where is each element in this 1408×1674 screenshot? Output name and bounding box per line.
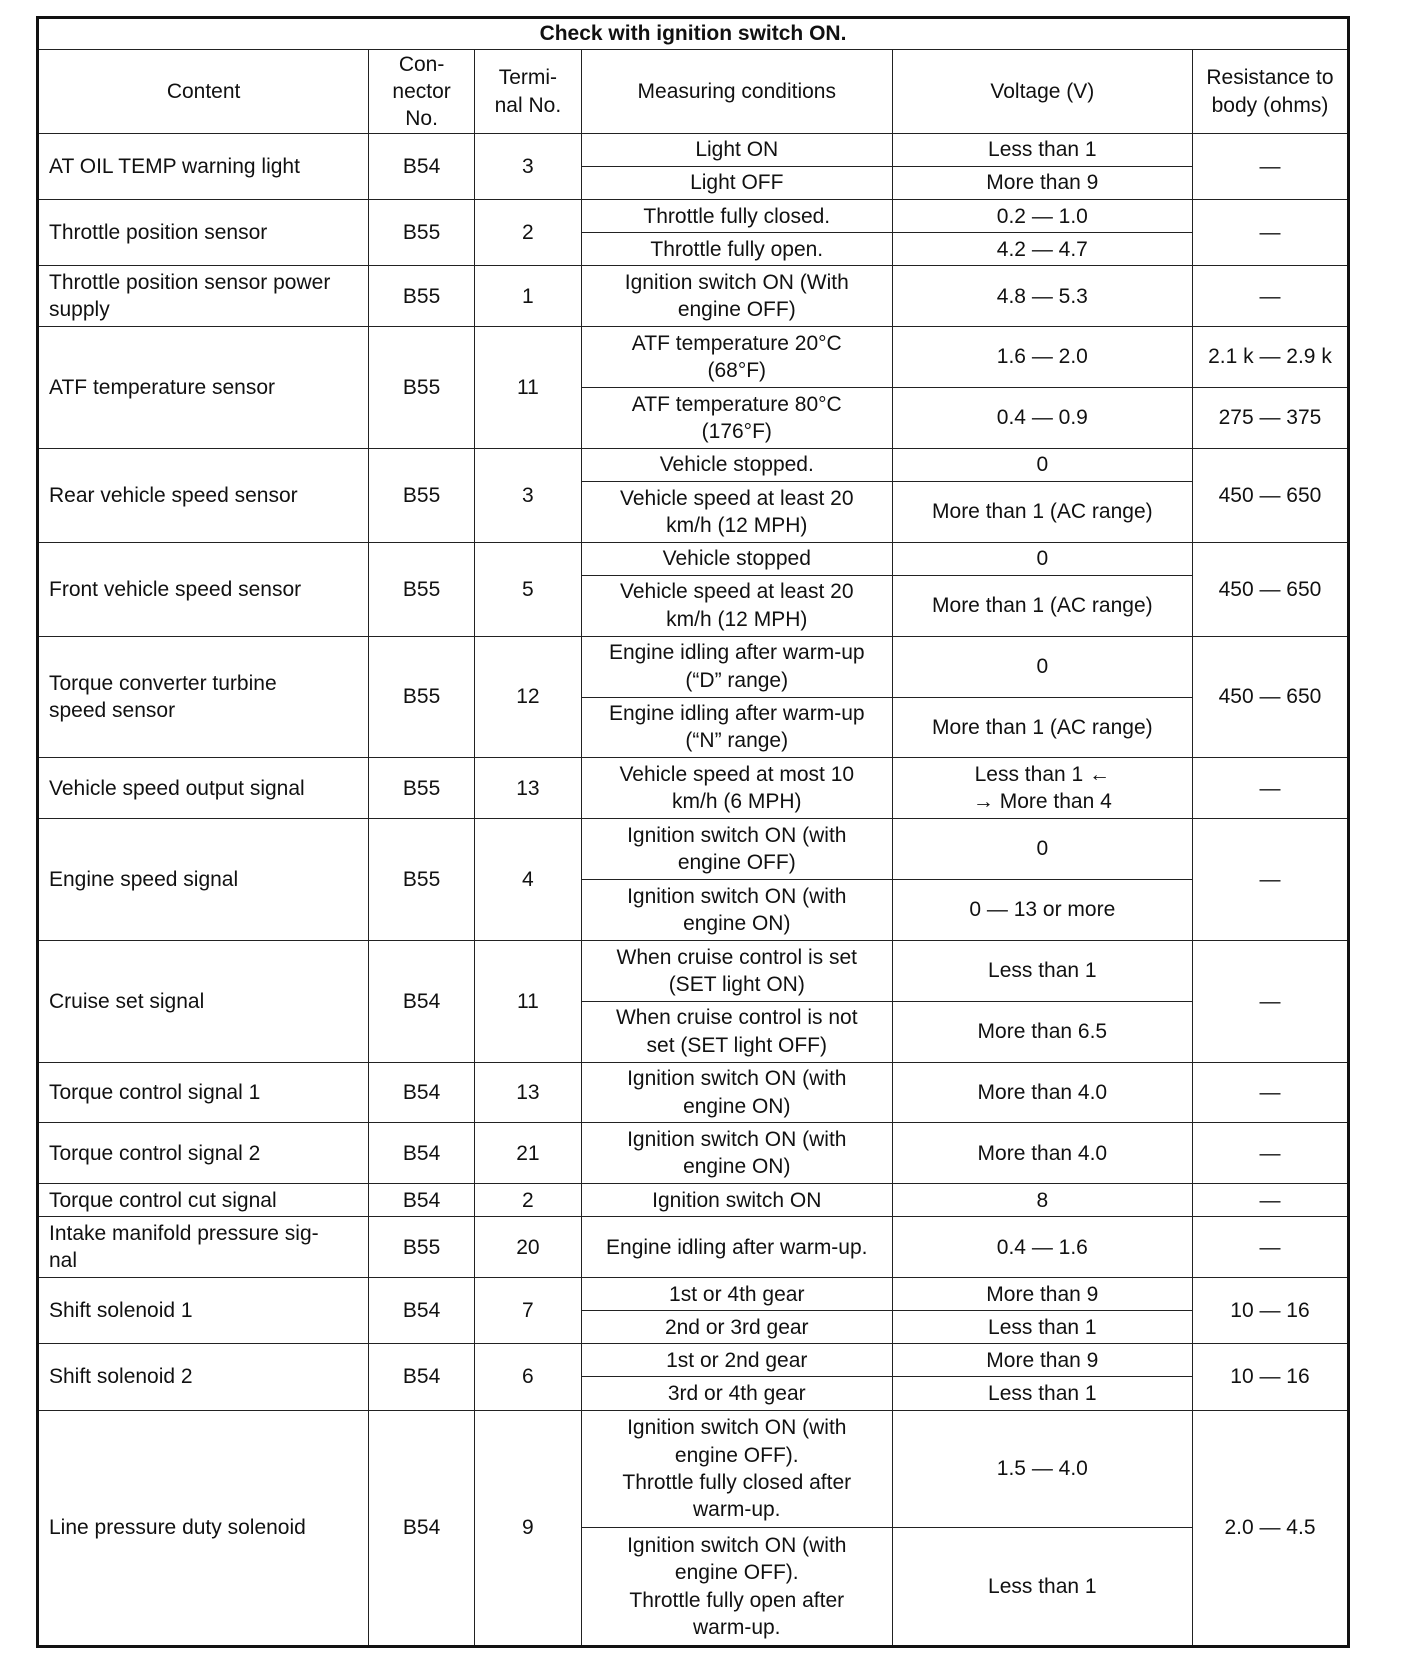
header-resistance: Resistance to body (ohms) [1192, 50, 1348, 134]
condition-cell: 1st or 2nd gear [581, 1344, 892, 1377]
condition-cell: Throttle fully open. [581, 233, 892, 266]
resistance-cell: 10 — 16 [1192, 1278, 1348, 1344]
resistance-cell: 2.0 — 4.5 [1192, 1410, 1348, 1646]
condition-cell: Ignition switch ON [581, 1184, 892, 1217]
condition-cell: Ignition switch ON (with engine ON) [581, 1062, 892, 1123]
table-row [38, 940, 1349, 1001]
terminal-cell: 3 [474, 448, 581, 542]
voltage-cell: 4.8 — 5.3 [892, 266, 1192, 327]
condition-cell: Ignition switch ON (with engine OFF). Throttle fully open after warm-up. [581, 1528, 892, 1647]
table-row [38, 1184, 1349, 1217]
resistance-cell: 10 — 16 [1192, 1344, 1348, 1410]
condition-cell: Vehicle speed at most 10 km/h (6 MPH) [581, 758, 892, 819]
content-cell: Engine speed signal [38, 819, 369, 941]
resistance-cell: — [1192, 758, 1348, 819]
voltage-cell: Less than 1 [892, 940, 1192, 1001]
condition-cell: Ignition switch ON (With engine OFF) [581, 266, 892, 327]
voltage-cell: 0 [892, 542, 1192, 575]
terminal-cell: 7 [474, 1278, 581, 1344]
table-row [38, 1278, 1349, 1311]
voltage-cell: 1.6 — 2.0 [892, 327, 1192, 388]
voltage-cell: Less than 1 [892, 1377, 1192, 1410]
terminal-cell: 9 [474, 1410, 581, 1646]
resistance-cell: 275 — 375 [1192, 388, 1348, 449]
resistance-cell: — [1192, 819, 1348, 941]
table-row [38, 134, 1349, 167]
content-cell: Front vehicle speed sensor [38, 542, 369, 636]
terminal-cell: 4 [474, 819, 581, 941]
header-measuring-conditions: Measuring conditions [581, 50, 892, 134]
voltage-cell: More than 1 (AC range) [892, 575, 1192, 636]
content-cell: ATF temperature sensor [38, 327, 369, 449]
diagnostic-sheet [36, 16, 1350, 1648]
condition-cell: 1st or 4th gear [581, 1278, 892, 1311]
voltage-cell: More than 4.0 [892, 1062, 1192, 1123]
resistance-cell: — [1192, 1123, 1348, 1184]
condition-cell: Vehicle stopped. [581, 448, 892, 481]
condition-cell: When cruise control is not set (SET light OFF) [581, 1001, 892, 1062]
content-cell: Shift solenoid 2 [38, 1344, 369, 1410]
condition-cell: Throttle fully closed. [581, 200, 892, 233]
connector-cell: B55 [369, 200, 475, 266]
voltage-cell: 0 [892, 636, 1192, 697]
condition-cell: Vehicle stopped [581, 542, 892, 575]
terminal-cell: 20 [474, 1217, 581, 1278]
resistance-cell: — [1192, 940, 1348, 1062]
table-row [38, 636, 1349, 697]
connector-cell: B54 [369, 940, 475, 1062]
table-row [38, 542, 1349, 575]
condition-cell: Light ON [581, 134, 892, 167]
resistance-cell: — [1192, 1062, 1348, 1123]
connector-cell: B55 [369, 542, 475, 636]
voltage-cell: More than 9 [892, 1344, 1192, 1377]
connector-cell: B55 [369, 819, 475, 941]
table-row [38, 1123, 1349, 1184]
content-cell: Torque control signal 2 [38, 1123, 369, 1184]
ignition-check-table [36, 16, 1350, 1648]
voltage-cell: More than 1 (AC range) [892, 697, 1192, 758]
terminal-cell: 1 [474, 266, 581, 327]
terminal-cell: 11 [474, 940, 581, 1062]
voltage-cell: 0 [892, 819, 1192, 880]
terminal-cell: 12 [474, 636, 581, 758]
connector-cell: B54 [369, 1344, 475, 1410]
voltage-cell: 0.2 — 1.0 [892, 200, 1192, 233]
condition-cell: Ignition switch ON (with engine ON) [581, 1123, 892, 1184]
content-cell: Line pressure duty solenoid [38, 1410, 369, 1646]
content-cell: Cruise set signal [38, 940, 369, 1062]
connector-cell: B55 [369, 327, 475, 449]
voltage-cell: Less than 1 [892, 134, 1192, 167]
content-cell: Intake manifold pressure sig- nal [38, 1217, 369, 1278]
voltage-cell: 0 — 13 or more [892, 880, 1192, 941]
terminal-cell: 13 [474, 758, 581, 819]
terminal-cell: 3 [474, 134, 581, 200]
condition-cell: When cruise control is set (SET light ON) [581, 940, 892, 1001]
resistance-cell: — [1192, 200, 1348, 266]
condition-cell: Light OFF [581, 167, 892, 200]
connector-cell: B55 [369, 1217, 475, 1278]
connector-cell: B54 [369, 134, 475, 200]
terminal-cell: 6 [474, 1344, 581, 1410]
terminal-cell: 2 [474, 200, 581, 266]
header-terminal: Termi- nal No. [474, 50, 581, 134]
connector-cell: B55 [369, 636, 475, 758]
voltage-cell: 8 [892, 1184, 1192, 1217]
table-row [38, 266, 1349, 327]
voltage-cell: 0.4 — 1.6 [892, 1217, 1192, 1278]
connector-cell: B54 [369, 1278, 475, 1344]
resistance-cell: 2.1 k — 2.9 k [1192, 327, 1348, 388]
condition-cell: Engine idling after warm-up. [581, 1217, 892, 1278]
terminal-cell: 11 [474, 327, 581, 449]
resistance-cell: — [1192, 266, 1348, 327]
table-title: Check with ignition switch ON. [38, 18, 1349, 50]
table-row [38, 448, 1349, 481]
resistance-cell: — [1192, 134, 1348, 200]
voltage-cell: More than 6.5 [892, 1001, 1192, 1062]
condition-cell: 3rd or 4th gear [581, 1377, 892, 1410]
condition-cell: Vehicle speed at least 20 km/h (12 MPH) [581, 575, 892, 636]
table-row [38, 758, 1349, 819]
content-cell: AT OIL TEMP warning light [38, 134, 369, 200]
connector-cell: B54 [369, 1062, 475, 1123]
table-row [38, 1217, 1349, 1278]
resistance-cell: — [1192, 1217, 1348, 1278]
header-content: Content [38, 50, 369, 134]
table-row [38, 200, 1349, 233]
table-row [38, 327, 1349, 388]
voltage-cell: 0.4 — 0.9 [892, 388, 1192, 449]
content-cell: Throttle position sensor [38, 200, 369, 266]
header-voltage: Voltage (V) [892, 50, 1192, 134]
resistance-cell: 450 — 650 [1192, 448, 1348, 542]
header-connector: Con- nector No. [369, 50, 475, 134]
voltage-cell: More than 9 [892, 1278, 1192, 1311]
table-row [38, 1344, 1349, 1377]
condition-cell: Engine idling after warm-up (“D” range) [581, 636, 892, 697]
terminal-cell: 21 [474, 1123, 581, 1184]
connector-cell: B55 [369, 758, 475, 819]
table-row [38, 819, 1349, 880]
condition-cell: ATF temperature 20°C (68°F) [581, 327, 892, 388]
voltage-cell: More than 4.0 [892, 1123, 1192, 1184]
terminal-cell: 13 [474, 1062, 581, 1123]
condition-cell: 2nd or 3rd gear [581, 1311, 892, 1344]
resistance-cell: — [1192, 1184, 1348, 1217]
content-cell: Torque control signal 1 [38, 1062, 369, 1123]
condition-cell: Vehicle speed at least 20 km/h (12 MPH) [581, 481, 892, 542]
voltage-cell: More than 9 [892, 167, 1192, 200]
terminal-cell: 5 [474, 542, 581, 636]
connector-cell: B55 [369, 266, 475, 327]
content-cell: Rear vehicle speed sensor [38, 448, 369, 542]
connector-cell: B54 [369, 1184, 475, 1217]
content-cell: Shift solenoid 1 [38, 1278, 369, 1344]
voltage-cell: 4.2 — 4.7 [892, 233, 1192, 266]
content-cell: Throttle position sensor power supply [38, 266, 369, 327]
voltage-cell: 1.5 — 4.0 [892, 1410, 1192, 1528]
content-cell: Torque control cut signal [38, 1184, 369, 1217]
connector-cell: B55 [369, 448, 475, 542]
voltage-cell: 0 [892, 448, 1192, 481]
table-row [38, 1062, 1349, 1123]
content-cell: Vehicle speed output signal [38, 758, 369, 819]
voltage-cell: More than 1 (AC range) [892, 481, 1192, 542]
resistance-cell: 450 — 650 [1192, 636, 1348, 758]
terminal-cell: 2 [474, 1184, 581, 1217]
voltage-cell: Less than 1 [892, 1528, 1192, 1647]
table-row [38, 1410, 1349, 1528]
resistance-cell: 450 — 650 [1192, 542, 1348, 636]
condition-cell: Engine idling after warm-up (“N” range) [581, 697, 892, 758]
condition-cell: Ignition switch ON (with engine ON) [581, 880, 892, 941]
content-cell: Torque converter turbine speed sensor [38, 636, 369, 758]
voltage-cell: Less than 1 ← → More than 4 [892, 758, 1192, 819]
condition-cell: Ignition switch ON (with engine OFF) [581, 819, 892, 880]
connector-cell: B54 [369, 1410, 475, 1646]
condition-cell: Ignition switch ON (with engine OFF). Throttle fully closed after warm-up. [581, 1410, 892, 1528]
connector-cell: B54 [369, 1123, 475, 1184]
voltage-cell: Less than 1 [892, 1311, 1192, 1344]
condition-cell: ATF temperature 80°C (176°F) [581, 388, 892, 449]
table-body [38, 134, 1349, 1647]
